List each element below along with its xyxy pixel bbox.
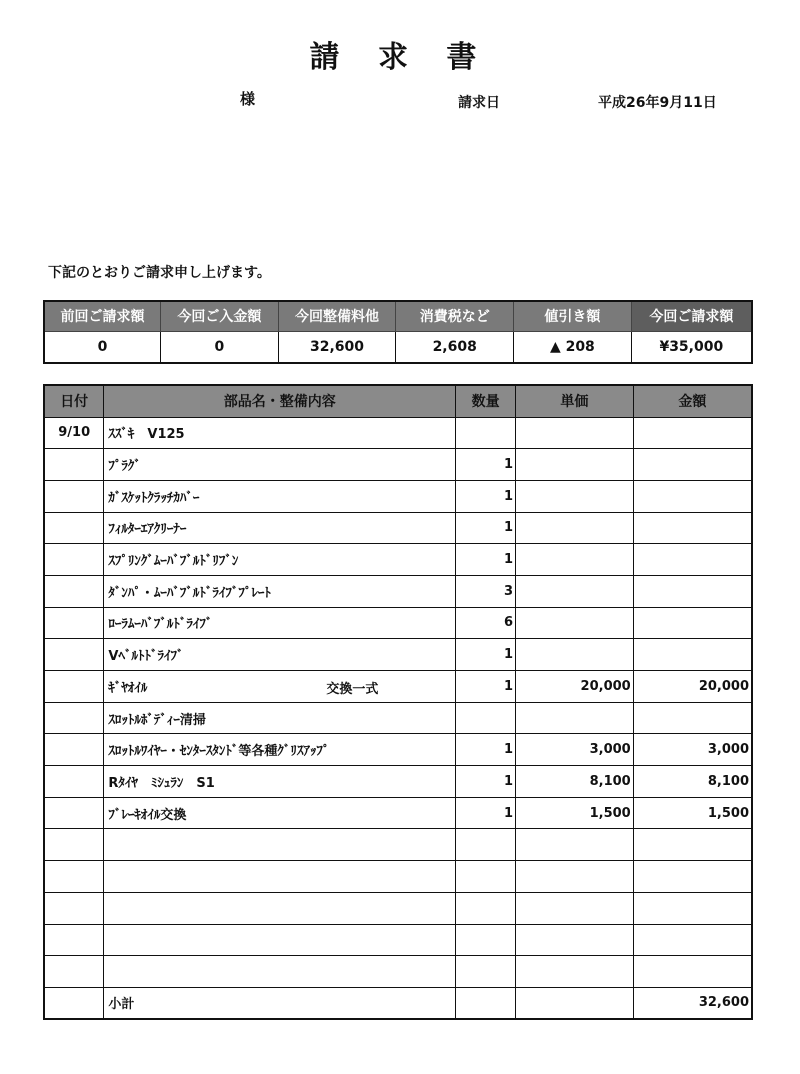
row-qty: 1 xyxy=(456,639,516,671)
row-amount xyxy=(633,575,752,607)
row-unit-price xyxy=(515,987,633,1019)
row-qty: 6 xyxy=(456,607,516,639)
row-qty: 1 xyxy=(456,480,516,512)
row-qty xyxy=(456,861,516,893)
row-unit-price xyxy=(515,575,633,607)
row-desc-cell xyxy=(104,417,456,449)
table-row xyxy=(44,924,752,956)
summary-header-payment: 今回ご入金額 xyxy=(161,301,279,331)
row-desc-cell xyxy=(104,480,456,512)
row-desc-cell xyxy=(104,829,456,861)
row-unit-price xyxy=(515,861,633,893)
summary-header-discount: 値引き額 xyxy=(514,301,632,331)
table-row xyxy=(44,512,752,544)
table-row xyxy=(44,987,752,1019)
table-row xyxy=(44,734,752,766)
row-date xyxy=(44,671,104,703)
row-desc: ｶﾞｽｹｯﾄｸﾗｯﾁｶﾊﾞｰ xyxy=(108,490,200,506)
row-unit-price xyxy=(515,607,633,639)
row-date: 9/10 xyxy=(44,417,104,449)
row-amount xyxy=(633,480,752,512)
table-row xyxy=(44,575,752,607)
row-amount: 20,000 xyxy=(633,671,752,703)
row-qty xyxy=(456,702,516,734)
row-desc: ｽﾌﾟﾘﾝｸﾞﾑｰﾊﾞﾌﾞﾙﾄﾞﾘﾌﾞﾝ xyxy=(108,554,239,570)
row-desc: Rﾀｲﾔ ﾐｼｭﾗﾝ S1 xyxy=(108,775,215,791)
table-row xyxy=(44,480,752,512)
row-amount xyxy=(633,861,752,893)
row-note: 交換一式 xyxy=(326,682,379,697)
row-date xyxy=(44,512,104,544)
row-desc-cell xyxy=(104,861,456,893)
row-unit-price: 1,500 xyxy=(515,797,633,829)
row-amount xyxy=(633,924,752,956)
row-desc-cell xyxy=(104,956,456,988)
row-unit-price xyxy=(515,829,633,861)
row-date xyxy=(44,702,104,734)
summary-value-row xyxy=(44,331,752,363)
row-date xyxy=(44,639,104,671)
row-date xyxy=(44,544,104,576)
row-amount xyxy=(633,512,752,544)
table-row xyxy=(44,797,752,829)
invoice-date-label: 請求日 xyxy=(458,95,500,111)
row-desc: ﾀﾞﾝﾊﾟ・ﾑｰﾊﾞﾌﾞﾙﾄﾞﾗｲﾌﾞﾌﾟﾚｰﾄ xyxy=(108,585,271,601)
row-unit-price xyxy=(515,512,633,544)
summary-value-tax: 2,608 xyxy=(396,331,514,363)
summary-header-row xyxy=(44,301,752,331)
items-body xyxy=(44,417,752,1019)
row-qty xyxy=(456,892,516,924)
row-qty xyxy=(456,417,516,449)
row-unit-price xyxy=(515,702,633,734)
row-amount: 3,000 xyxy=(633,734,752,766)
row-amount xyxy=(633,702,752,734)
row-date xyxy=(44,575,104,607)
row-date xyxy=(44,480,104,512)
row-date xyxy=(44,829,104,861)
row-qty: 3 xyxy=(456,575,516,607)
row-amount xyxy=(633,892,752,924)
row-unit-price: 20,000 xyxy=(515,671,633,703)
invoice-date-value: 平成26年9月11日 xyxy=(598,95,717,111)
summary-value-service: 32,600 xyxy=(278,331,396,363)
row-desc: ﾌｨﾙﾀｰｴｱｸﾘｰﾅｰ xyxy=(108,522,187,538)
row-desc: ｽﾛｯﾄﾙﾜｲﾔｰ・ｾﾝﾀｰｽﾀﾝﾄﾞ等各種ｸﾞﾘｽｱｯﾌﾟ xyxy=(108,744,330,760)
row-date xyxy=(44,956,104,988)
row-qty xyxy=(456,829,516,861)
items-header-date: 日付 xyxy=(44,385,104,417)
row-amount xyxy=(633,829,752,861)
row-date xyxy=(44,987,104,1019)
row-desc: ﾌﾞﾚｰｷｵｲﾙ交換 xyxy=(108,807,187,823)
intro-text: 下記のとおりご請求申し上げます。 xyxy=(48,265,271,281)
summary-header-total: 今回ご請求額 xyxy=(631,301,752,331)
row-desc-cell xyxy=(104,892,456,924)
row-desc-cell xyxy=(104,575,456,607)
summary-header-tax: 消費税など xyxy=(396,301,514,331)
summary-value-payment: 0 xyxy=(161,331,279,363)
table-row xyxy=(44,639,752,671)
row-qty: 1 xyxy=(456,671,516,703)
row-unit-price: 3,000 xyxy=(515,734,633,766)
summary-value-total: ¥35,000 xyxy=(631,331,752,363)
summary-value-previous: 0 xyxy=(44,331,161,363)
summary-header-service: 今回整備料他 xyxy=(278,301,396,331)
row-desc: ﾛｰﾗﾑｰﾊﾞﾌﾞﾙﾄﾞﾗｲﾌﾞ xyxy=(108,617,213,633)
row-desc-cell xyxy=(104,766,456,798)
addressee-suffix: 様 xyxy=(240,90,256,108)
table-row xyxy=(44,449,752,481)
items-header-unit: 単価 xyxy=(515,385,633,417)
items-header-row xyxy=(44,385,752,417)
row-amount: 8,100 xyxy=(633,766,752,798)
row-desc-cell xyxy=(104,987,456,1019)
row-amount xyxy=(633,449,752,481)
row-date xyxy=(44,766,104,798)
table-row xyxy=(44,544,752,576)
items-header-qty: 数量 xyxy=(456,385,516,417)
row-unit-price xyxy=(515,417,633,449)
row-amount: 1,500 xyxy=(633,797,752,829)
row-desc: ｽﾛｯﾄﾙﾎﾞﾃﾞｨｰ清掃 xyxy=(108,712,206,728)
row-unit-price xyxy=(515,544,633,576)
row-date xyxy=(44,892,104,924)
row-unit-price xyxy=(515,639,633,671)
row-amount xyxy=(633,639,752,671)
row-date xyxy=(44,797,104,829)
row-unit-price xyxy=(515,892,633,924)
row-qty: 1 xyxy=(456,797,516,829)
row-qty xyxy=(456,924,516,956)
row-desc: 小計 xyxy=(108,997,135,1013)
table-row xyxy=(44,671,752,703)
row-qty xyxy=(456,956,516,988)
row-date xyxy=(44,607,104,639)
table-row xyxy=(44,766,752,798)
row-amount xyxy=(633,417,752,449)
row-amount xyxy=(633,544,752,576)
row-unit-price xyxy=(515,449,633,481)
table-row xyxy=(44,861,752,893)
row-date xyxy=(44,861,104,893)
row-desc-cell xyxy=(104,734,456,766)
items-header-desc: 部品名・整備内容 xyxy=(104,385,456,417)
row-amount: 32,600 xyxy=(633,987,752,1019)
row-desc: ｷﾞﾔｵｲﾙ xyxy=(108,680,148,696)
row-qty: 1 xyxy=(456,734,516,766)
row-date xyxy=(44,924,104,956)
table-row xyxy=(44,702,752,734)
row-qty: 1 xyxy=(456,449,516,481)
row-unit-price xyxy=(515,924,633,956)
row-amount xyxy=(633,607,752,639)
row-desc-cell xyxy=(104,607,456,639)
document-title: 請 求 書 xyxy=(309,40,491,75)
row-date xyxy=(44,734,104,766)
summary-value-discount: ▲ 208 xyxy=(514,331,632,363)
row-desc-cell xyxy=(104,702,456,734)
summary-table xyxy=(43,300,753,364)
row-unit-price xyxy=(515,956,633,988)
row-qty: 1 xyxy=(456,766,516,798)
row-amount xyxy=(633,956,752,988)
summary-header-previous: 前回ご請求額 xyxy=(44,301,161,331)
table-row xyxy=(44,829,752,861)
row-desc-cell xyxy=(104,797,456,829)
row-unit-price: 8,100 xyxy=(515,766,633,798)
row-desc: Vﾍﾞﾙﾄﾄﾞﾗｲﾌﾞ xyxy=(108,649,184,665)
table-row xyxy=(44,607,752,639)
row-unit-price xyxy=(515,480,633,512)
row-desc: ﾌﾟﾗｸﾞ xyxy=(108,459,141,475)
table-row xyxy=(44,956,752,988)
items-header-amount: 金額 xyxy=(633,385,752,417)
row-qty: 1 xyxy=(456,544,516,576)
items-table xyxy=(43,384,753,1020)
row-desc: ｽｽﾞｷ V125 xyxy=(108,427,185,443)
row-desc-cell xyxy=(104,544,456,576)
row-desc-cell xyxy=(104,924,456,956)
row-qty: 1 xyxy=(456,512,516,544)
table-row xyxy=(44,417,752,449)
row-desc-cell xyxy=(104,512,456,544)
table-row xyxy=(44,892,752,924)
row-date xyxy=(44,449,104,481)
row-desc-cell xyxy=(104,639,456,671)
row-desc-cell xyxy=(104,449,456,481)
row-qty xyxy=(456,987,516,1019)
row-desc-cell xyxy=(104,671,456,703)
